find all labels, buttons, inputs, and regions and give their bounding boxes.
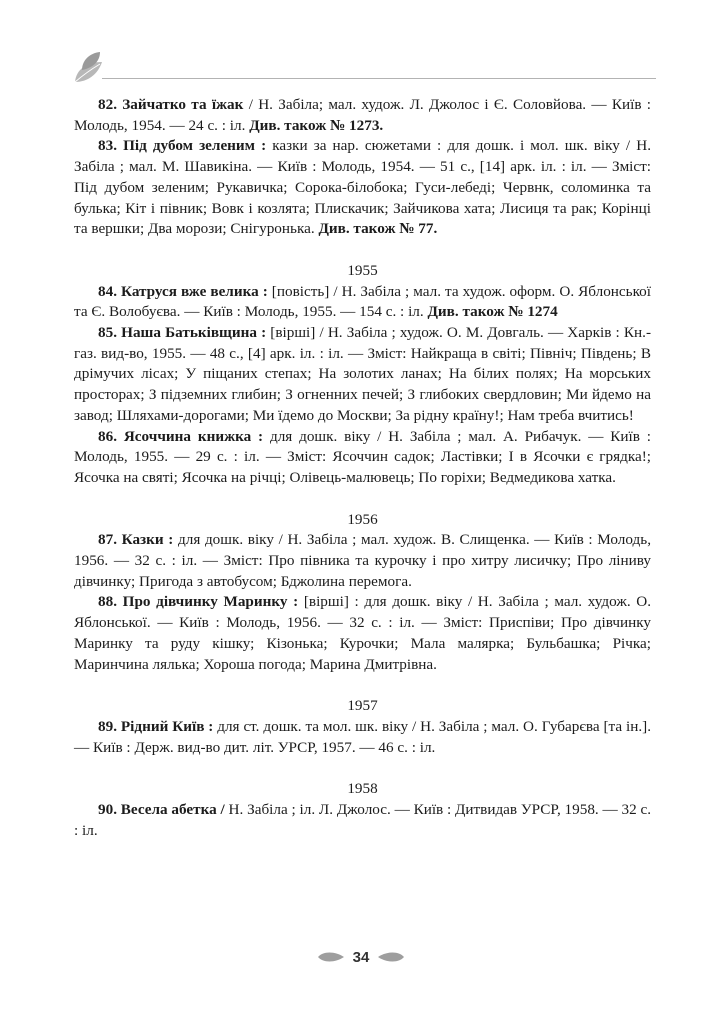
entry-title: Казки : [121, 531, 174, 549]
section-gap [74, 240, 651, 261]
bibliography-entry [74, 323, 651, 427]
year-heading: 1957 [347, 697, 378, 715]
section-gap [74, 758, 651, 779]
right-leaf-ornament-icon [377, 951, 405, 963]
entry-number: 82. [98, 96, 117, 113]
page-header [72, 50, 656, 90]
entry-details: / Н. Забіла; мал. худож. Л. Джолос і Є. Соловйова. — Київ : Молодь, 1954. — 24 с. : іл. [74, 96, 652, 134]
entry-number: 90. [98, 801, 117, 819]
entry-title: Рідний Київ : [120, 717, 214, 735]
leaf-ornament-icon [72, 50, 108, 86]
entry-number: 88. [98, 593, 117, 611]
entry-title: Під дубом зеленим : [123, 137, 267, 155]
entry-number: 83. [98, 137, 117, 155]
bibliography-entry [74, 282, 651, 323]
bibliography-entry [74, 592, 651, 675]
entry-cross-reference: Див. також № 1273. [249, 116, 384, 134]
bibliography-content [74, 95, 651, 842]
entry-details: Н. Забіла ; іл. Л. Джолос. — Київ : Дитвидав УРСР, 1958. — 32 с. : іл. [74, 801, 652, 839]
entry-details: для ст. дошк. та мол. шк. віку / Н. Забіла ; мал. О. Губарєва [та ін.]. — Київ : Держ. вид-во дит. літ. УРСР, 1957. — 46 с. : іл. [74, 717, 652, 756]
page-number: 34 [352, 948, 370, 966]
entry-details: казки за нар. сюжетами : для дошк. і мол. шк. віку / Н. Забіла ; мал. М. Шавикіна. — Київ : Молодь, 1954. — 51 с., [14] арк. іл. : іл. — Зміст: Під дубом зеленим; Рукавичка; Сорока-білобока; Гуси-лебеді; Червнк, соломинка та булька; Кіт і півник; Вовк і козлята; Плискачик; Зайчикова хата; Лисиця та рак; Корінці та вершки; Два морози; Снігуронька. [74, 137, 651, 238]
year-heading: 1956 [347, 510, 378, 528]
entry-details: [вірші] / Н. Забіла ; худож. О. М. Довгаль. — Харків : Кн.-газ. вид-во, 1955. — 48 с., [4] арк. іл. : іл. — Зміст: Найкраща в світі; Північ; Південь; В дрімучих лісах; У піщаних степах; На золотих ланах; На білих полях; На морських просторах; З підземних глибин; З огненних печей; З глибоких свердловин; Ми йдемо на завод; Шляхами-дорогами; Ми їдемо до Москви; За рідну країну!; Нам треба вчитись! [74, 324, 652, 424]
year-heading: 1958 [347, 780, 378, 798]
bibliography-entry [74, 530, 651, 592]
entry-title: Наша Батьківщина : [121, 324, 267, 342]
entry-number: 89. [98, 717, 117, 735]
entry-title: Зайчатко та їжак [122, 96, 244, 113]
section-gap [74, 489, 651, 510]
entry-number: 84. [98, 282, 117, 300]
entry-title: Про дівчинку Маринку : [122, 593, 299, 611]
bibliography-entry [74, 427, 651, 489]
entry-title: Ясоччина книжка : [123, 427, 264, 445]
entry-title: Весела абетка / [120, 801, 225, 819]
section-gap [74, 675, 651, 696]
entry-details: для дошк. віку / Н. Забіла ; мал. А. Рибачук. — Київ : Молодь, 1955. — 29 с. : іл. — Зміст: Ясоччин садок; Ластівки; І в Ясочки є грядка!; Ясочка на святі; Ясочка на річці; Олівець-малювець; По горіхи; Ведмедикова хатка. [74, 427, 652, 486]
entry-title: Катруся вже велика : [121, 282, 268, 300]
entry-cross-reference: Див. також № 1274 [427, 303, 558, 321]
entry-details: [повість] / Н. Забіла ; мал. та худож. оформ. О. Яблонської та Є. Волобуєва. — Київ : Молодь, 1955. — 154 с. : іл. [74, 282, 651, 321]
bibliography-entry [74, 800, 651, 841]
entry-details: для дошк. віку / Н. Забіла ; мал. худож. В. Слищенка. — Київ : Молодь, 1956. — 32 с. : іл. — Зміст: Про півника та курочку і про хитру лисичку; Про ліниву дівчинку; Пригода з автобусом; Бджолина перемога. [74, 531, 651, 590]
bibliography-entry [74, 95, 651, 136]
entry-number: 85. [98, 324, 117, 342]
page-footer [0, 948, 722, 966]
entry-number: 86. [98, 427, 117, 445]
year-heading: 1955 [347, 261, 378, 279]
entry-cross-reference: Див. також № 77. [318, 220, 438, 238]
entry-number: 87. [98, 531, 117, 549]
bibliography-entry [74, 717, 651, 758]
entry-details: [вірші] : для дошк. віку / Н. Забіла ; мал. худож. О. Яблонської. — Київ : Молодь, 1956. — 32 с. : іл. — Зміст: Приспіви; Про дівчинку Маринку та руду кішку; Кізонька; Курочки; Мала малярка; Бульбашка; Річка; Маринчина лялька; Хороша погода; Марина Дмитрівна. [74, 593, 652, 673]
bibliography-entry [74, 136, 651, 240]
left-leaf-ornament-icon [317, 951, 345, 963]
header-rule [102, 78, 656, 79]
